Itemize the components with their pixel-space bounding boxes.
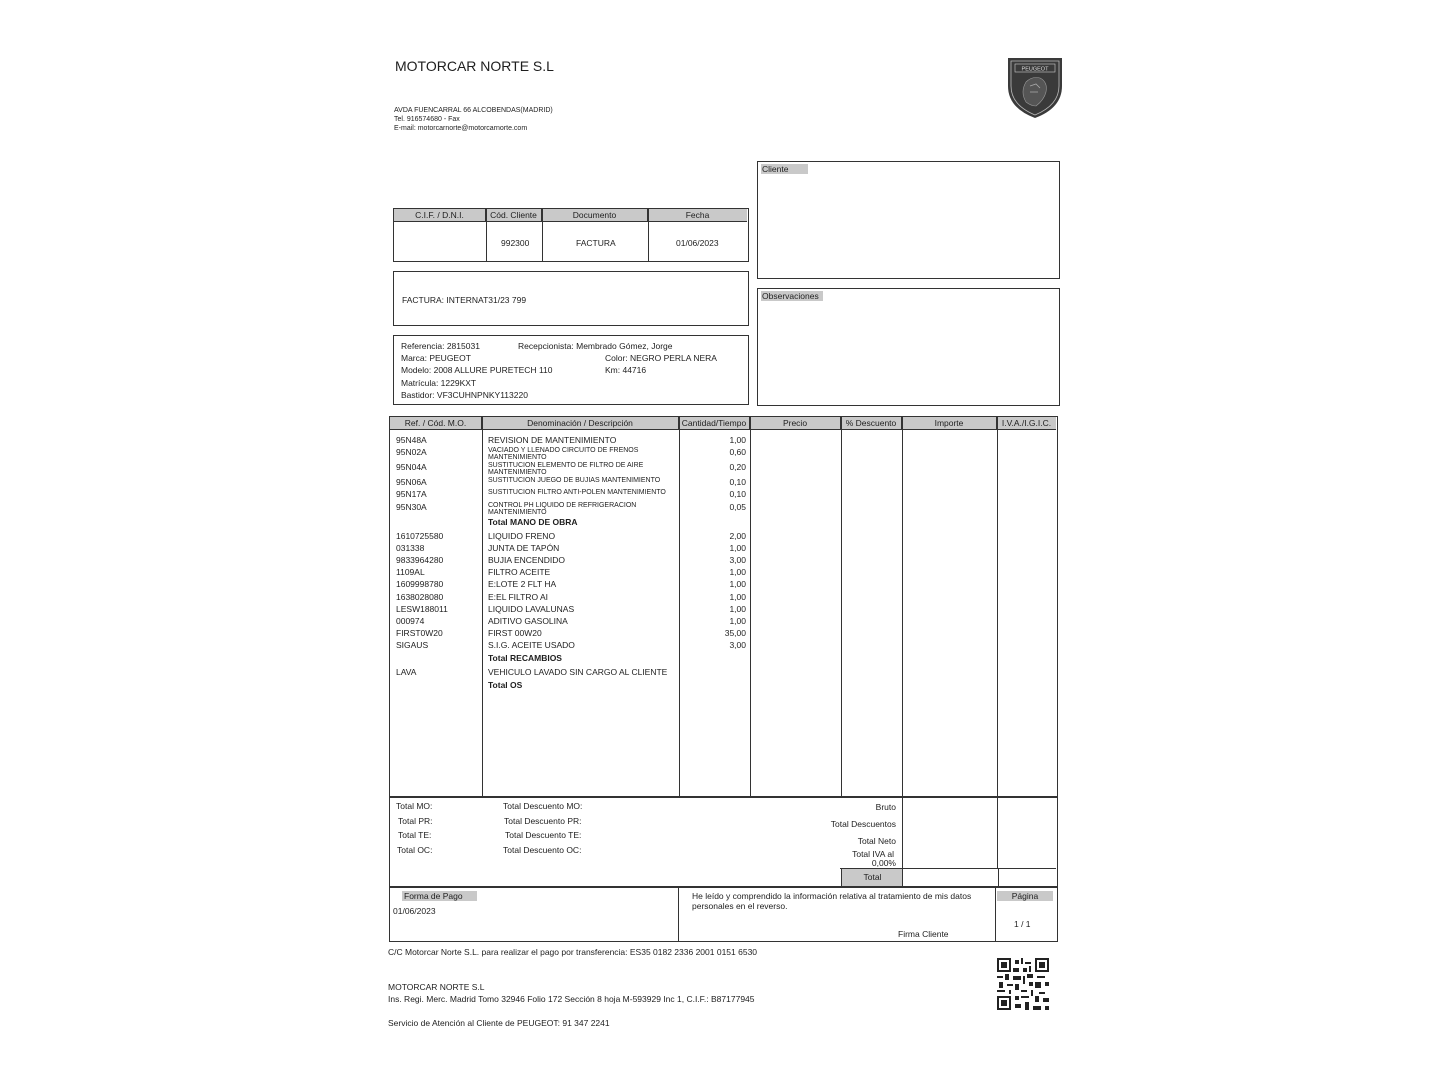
invoice-number-box (393, 271, 749, 326)
total-discounts-label: Total Descuentos (830, 819, 896, 829)
total-pr-label: Total PR: (398, 816, 433, 826)
header-date: Fecha (648, 209, 747, 221)
signature-label: Firma Cliente (898, 929, 949, 939)
vehicle-km: Km: 44716 (605, 365, 647, 375)
vehicle-color: Color: NEGRO PERLA NERA (605, 353, 717, 363)
company-phone: Tel. 916574680 - Fax (394, 116, 460, 123)
items-table: Ref. / Cód. M.O. Denominación / Descripción Cantidad/Tiempo Precio % Descuento Importe I.V.A./I.G.I.C. 95N48A REVISION DE MANTENIMIENTO 1,00 95N02A VACIADO Y LLENADO CIRCUITO DE FRENOS MANTENIMIENTO 0,60 95N04A SUSTITUCION ELEMENTO DE FILTRO DE AIRE MANTENIMIENTO 0,20 95N06A SUSTITUCION JUEGO DE BUJIAS MANTENIMIENTO 0,10 95N17A SUSTITUCION FILTRO ANTI-POLEN MANTENIMIENTO 0,10 95N30A CONTROL PH LIQUIDO DE REFRIGERACION MANTENIMIENTO 0,05 Total MANO DE OBRA 1610725580 LIQUIDO FRENO 2,00 031338 JUNTA DE TAPÓN 1,00 9833964280 BUJIA ENCENDIDO 3,00 1109AL FILTRO ACEITE 1,00 1609998780 E:LOTE 2 FLT HA 1,00 1638028080 E:EL FILTRO AI 1,00 LESW188011 LIQUIDO LAVALUNAS 1,00 000974 ADITIVO GASOLINA 1,00 FIRST0W20 FIRST 00W20 35,00 SIGAUS S.I.G. ACEITE USADO 3,00 Total RECAMBIOS LAVA VEHICULO LAVADO SIN CARGO AL CLIENTE Total OS (389, 416, 1058, 798)
vehicle-box (393, 335, 749, 405)
total-label: Total (841, 869, 903, 886)
footer-service: Servicio de Atención al Cliente de PEUGEOT: 91 347 2241 (388, 1018, 610, 1028)
vehicle-reference: Referencia: 2815031 (401, 341, 480, 351)
header-table (393, 208, 749, 262)
date-value: 01/06/2023 (676, 238, 719, 248)
discount-pr-label: Total Descuento PR: (504, 816, 582, 826)
col-quantity: Cantidad/Tiempo (679, 417, 750, 429)
company-address: AVDA FUENCARRAL 66 ALCOBENDAS(MADRID) (394, 107, 553, 114)
vehicle-vin: Bastidor: VF3CUHNPNKY113220 (401, 390, 528, 400)
legal-text-2: personales en el reverso. (692, 901, 788, 911)
net-total-label: Total Neto (857, 836, 896, 846)
vehicle-receptionist: Recepcionista: Membrado Gómez, Jorge (518, 341, 673, 351)
peugeot-logo (1006, 56, 1064, 120)
payment-label: Forma de Pago (402, 891, 477, 901)
footer-registry: Ins. Regi. Merc. Madrid Tomo 32946 Folio 172 Sección 8 hoja M-593929 Inc 1, C.I.F.: B87177945 (388, 994, 755, 1004)
bank-transfer-line: C/C Motorcar Norte S.L. para realizar el pago por transferencia: ES35 0182 2336 2001 0151 6530 (388, 947, 758, 957)
col-vat: I.V.A./I.G.I.C. (997, 417, 1056, 429)
company-name: MOTORCAR NORTE S.L (395, 58, 554, 74)
client-code-value: 992300 (501, 238, 530, 248)
document-value: FACTURA (576, 238, 616, 248)
total-mo-label: Total MO: (396, 801, 433, 811)
company-email: E-mail: motorcarnorte@motorcarnorte.com (394, 125, 528, 132)
header-cif: C.I.F. / D.N.I. (394, 209, 486, 221)
vat-rate: 0,00% (871, 858, 896, 868)
qr-code (997, 958, 1049, 1010)
svg-text:PEUGEOT: PEUGEOT (1021, 66, 1049, 73)
invoice-number: FACTURA: INTERNAT31/23 799 (402, 295, 527, 305)
header-client-code: Cód. Cliente (486, 209, 542, 221)
vehicle-brand: Marca: PEUGEOT (401, 353, 471, 363)
col-description: Denominación / Descripción (482, 417, 679, 429)
footer-company-name: MOTORCAR NORTE S.L (388, 982, 485, 992)
totals-box (389, 796, 1058, 888)
col-amount: Importe (902, 417, 997, 429)
payment-date: 01/06/2023 (393, 906, 436, 916)
legal-text-1: He leído y comprendido la información relativa al tratamiento de mis datos (692, 891, 972, 901)
vehicle-model: Modelo: 2008 ALLURE PURETECH 110 (401, 365, 553, 375)
col-ref: Ref. / Cód. M.O. (390, 417, 482, 429)
total-oc-label: Total OC: (397, 845, 433, 855)
gross-label: Bruto (875, 802, 896, 812)
vehicle-plate: Matrícula: 1229KXT (401, 378, 477, 388)
client-box (757, 161, 1060, 279)
header-document: Documento (542, 209, 648, 221)
col-discount: % Descuento (841, 417, 902, 429)
page-label: Página (997, 891, 1053, 901)
footer-box (389, 886, 1058, 942)
discount-mo-label: Total Descuento MO: (503, 801, 583, 811)
client-label: Cliente (761, 164, 808, 174)
total-te-label: Total TE: (398, 830, 432, 840)
page-value: 1 / 1 (1014, 919, 1031, 929)
col-price: Precio (750, 417, 841, 429)
observations-label: Observaciones (761, 291, 823, 301)
discount-oc-label: Total Descuento OC: (503, 845, 582, 855)
observations-box (757, 288, 1060, 406)
vat-total-label: Total IVA al (852, 849, 894, 859)
discount-te-label: Total Descuento TE: (505, 830, 582, 840)
